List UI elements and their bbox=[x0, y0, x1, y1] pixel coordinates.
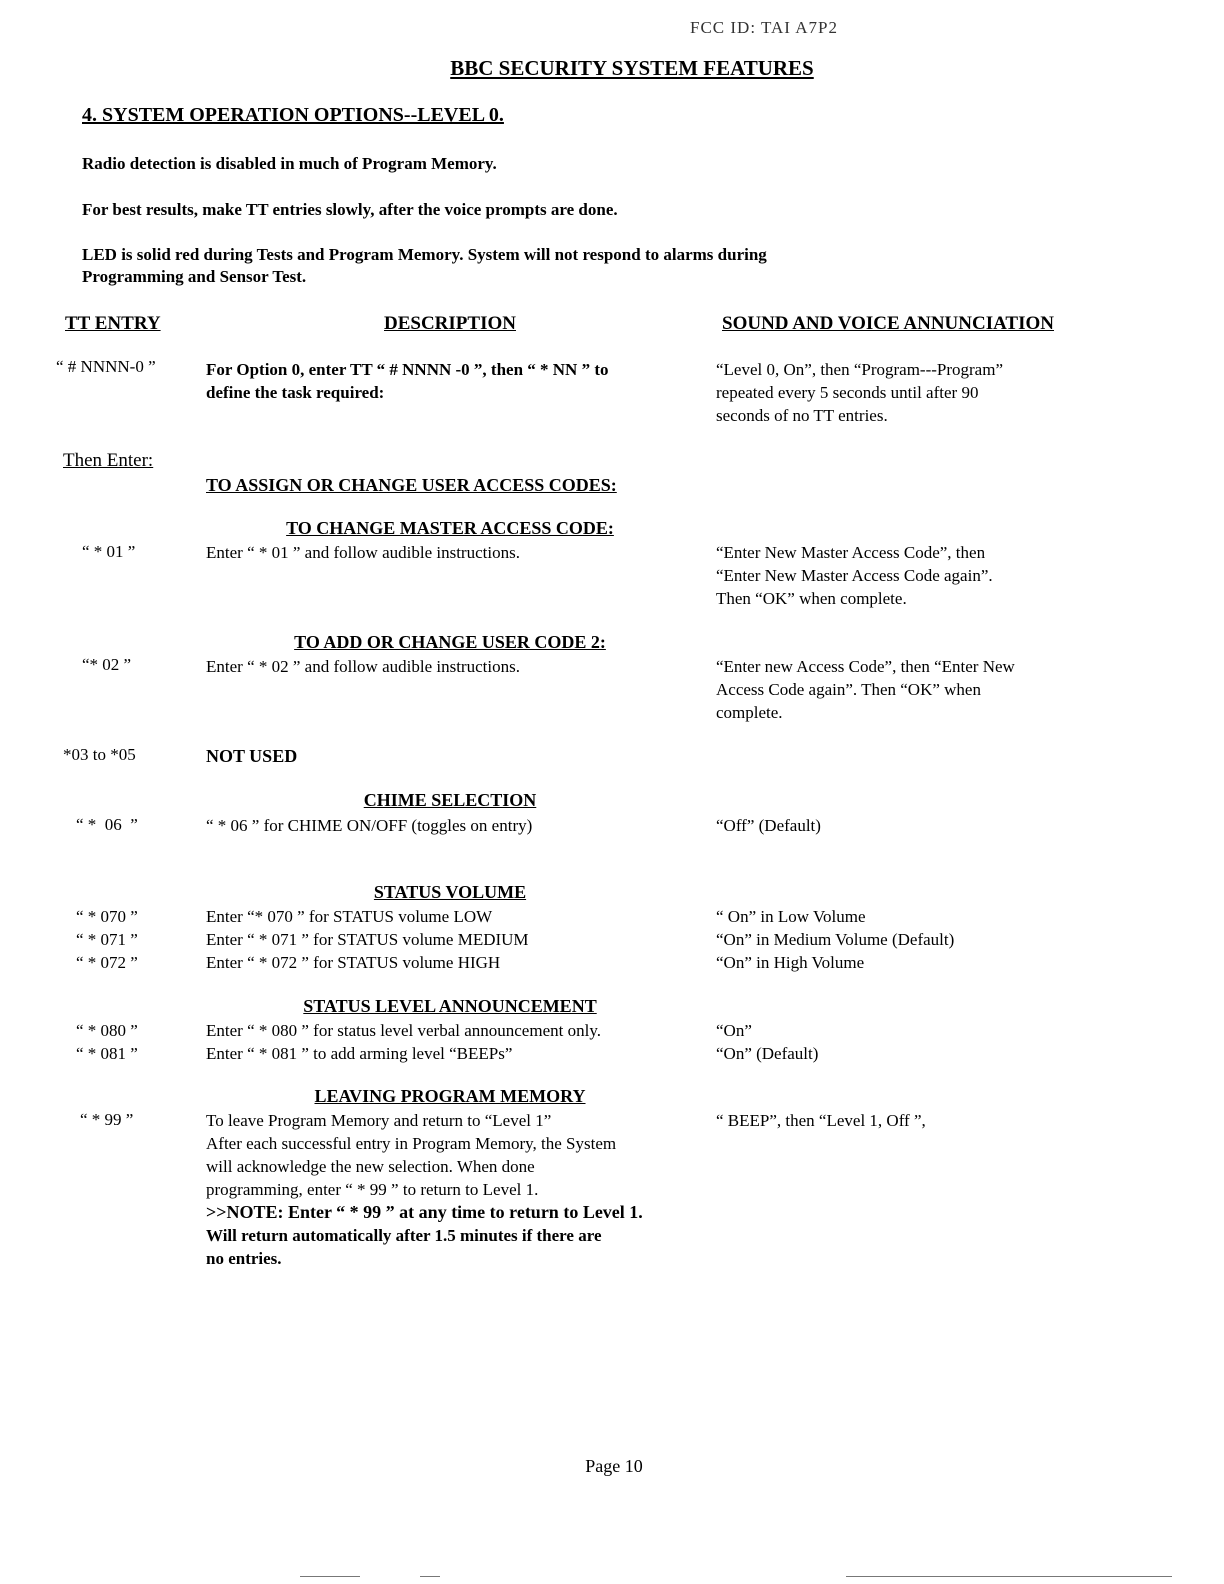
leaving-heading: LEAVING PROGRAM MEMORY bbox=[314, 1086, 586, 1106]
table-row: “ * 071 ” bbox=[76, 930, 138, 949]
table-row: “ * 080 ” bbox=[76, 1021, 138, 1040]
user-code-2-description: Enter “ * 02 ” and follow audible instructions. bbox=[206, 657, 520, 676]
scan-artifact bbox=[420, 1576, 440, 1577]
status-volume-descriptions: Enter “* 070 ” for STATUS volume LOW Enter “ * 071 ” for STATUS volume MEDIUM Enter “ * 072 ” for STATUS volume HIGH bbox=[206, 907, 529, 972]
note-led-line-2: Programming and Sensor Test. bbox=[82, 267, 307, 286]
scan-artifact bbox=[846, 1576, 1172, 1577]
user-code-2-annunciation: “Enter new Access Code”, then “Enter New Access Code again”. Then “OK” when complete. bbox=[716, 657, 1015, 722]
page-number: Page 10 bbox=[585, 1456, 643, 1476]
master-code-heading: TO CHANGE MASTER ACCESS CODE: bbox=[286, 518, 614, 538]
leaving-entry: “ * 99 ” bbox=[80, 1110, 134, 1129]
section-title: 4. SYSTEM OPERATION OPTIONS--LEVEL 0. bbox=[82, 104, 504, 126]
master-code-description: Enter “ * 01 ” and follow audible instructions. bbox=[206, 543, 520, 562]
chime-heading: CHIME SELECTION bbox=[363, 790, 537, 810]
chime-description: “ * 06 ” for CHIME ON/OFF (toggles on entry) bbox=[206, 816, 533, 835]
note-radio-detection: Radio detection is disabled in much of Program Memory. bbox=[82, 154, 497, 173]
master-code-annunciation: “Enter New Master Access Code”, then “Enter New Master Access Code again”. Then “OK” when complete. bbox=[716, 543, 993, 608]
user-code-2-heading: TO ADD OR CHANGE USER CODE 2: bbox=[294, 632, 606, 652]
column-header-tt-entry: TT ENTRY bbox=[65, 313, 161, 334]
column-header-description: DESCRIPTION bbox=[384, 313, 516, 334]
table-row: “ * 072 ” bbox=[76, 953, 138, 972]
status-volume-annunciations: “ On” in Low Volume “On” in Medium Volume (Default) “On” in High Volume bbox=[716, 907, 955, 972]
option0-description: For Option 0, enter TT “ # NNNN -0 ”, then “ * NN ” to define the task required: bbox=[206, 360, 609, 402]
not-used-description: NOT USED bbox=[206, 746, 298, 766]
column-header-annunciation: SOUND AND VOICE ANNUNCIATION bbox=[722, 313, 1054, 334]
status-level-annunciations: “On” “On” (Default) bbox=[716, 1021, 819, 1063]
chime-entry: “ * 06 ” bbox=[76, 815, 138, 834]
leaving-annunciation: “ BEEP”, then “Level 1, Off ”, bbox=[716, 1111, 926, 1130]
status-level-descriptions: Enter “ * 080 ” for status level verbal announcement only. Enter “ * 081 ” to add arming level “BEEPs” bbox=[206, 1021, 601, 1063]
master-code-entry: “ * 01 ” bbox=[82, 542, 136, 561]
fcc-id: FCC ID: TAI A7P2 bbox=[690, 18, 838, 37]
then-enter-label: Then Enter: bbox=[63, 450, 154, 471]
note-led-line-1: LED is solid red during Tests and Program Memory. System will not respond to alarms during bbox=[82, 245, 767, 264]
page-title: BBC SECURITY SYSTEM FEATURES bbox=[450, 56, 814, 80]
option0-annunciation: “Level 0, On”, then “Program---Program” repeated every 5 seconds until after 90 seconds of no TT entries. bbox=[716, 360, 1003, 425]
table-row: “ * 070 ” bbox=[76, 907, 138, 926]
note-best-results: For best results, make TT entries slowly, after the voice prompts are done. bbox=[82, 200, 618, 219]
status-level-heading: STATUS LEVEL ANNOUNCEMENT bbox=[303, 996, 597, 1016]
status-level-entries bbox=[76, 1019, 138, 1065]
option0-entry: “ # NNNN-0 ” bbox=[56, 357, 156, 376]
not-used-entry: *03 to *05 bbox=[63, 745, 136, 764]
status-volume-heading: STATUS VOLUME bbox=[373, 882, 527, 902]
table-row: “ * 081 ” bbox=[76, 1044, 138, 1063]
scan-artifact bbox=[300, 1576, 360, 1577]
assign-codes-heading: TO ASSIGN OR CHANGE USER ACCESS CODES: bbox=[206, 475, 617, 495]
chime-annunciation: “Off” (Default) bbox=[716, 816, 821, 835]
user-code-2-entry: “* 02 ” bbox=[82, 655, 132, 674]
leaving-description: To leave Program Memory and return to “Level 1” After each successful entry in Program Memory, the System will acknowledge the new selection. When done programming, enter “ * 99 ” to return to Level 1. >>NOTE: Enter “ * 99 ” at any time to return to Level 1. Will return automatically after 1.5 minutes if there are no entries. bbox=[206, 1111, 643, 1268]
status-volume-entries bbox=[76, 905, 138, 974]
